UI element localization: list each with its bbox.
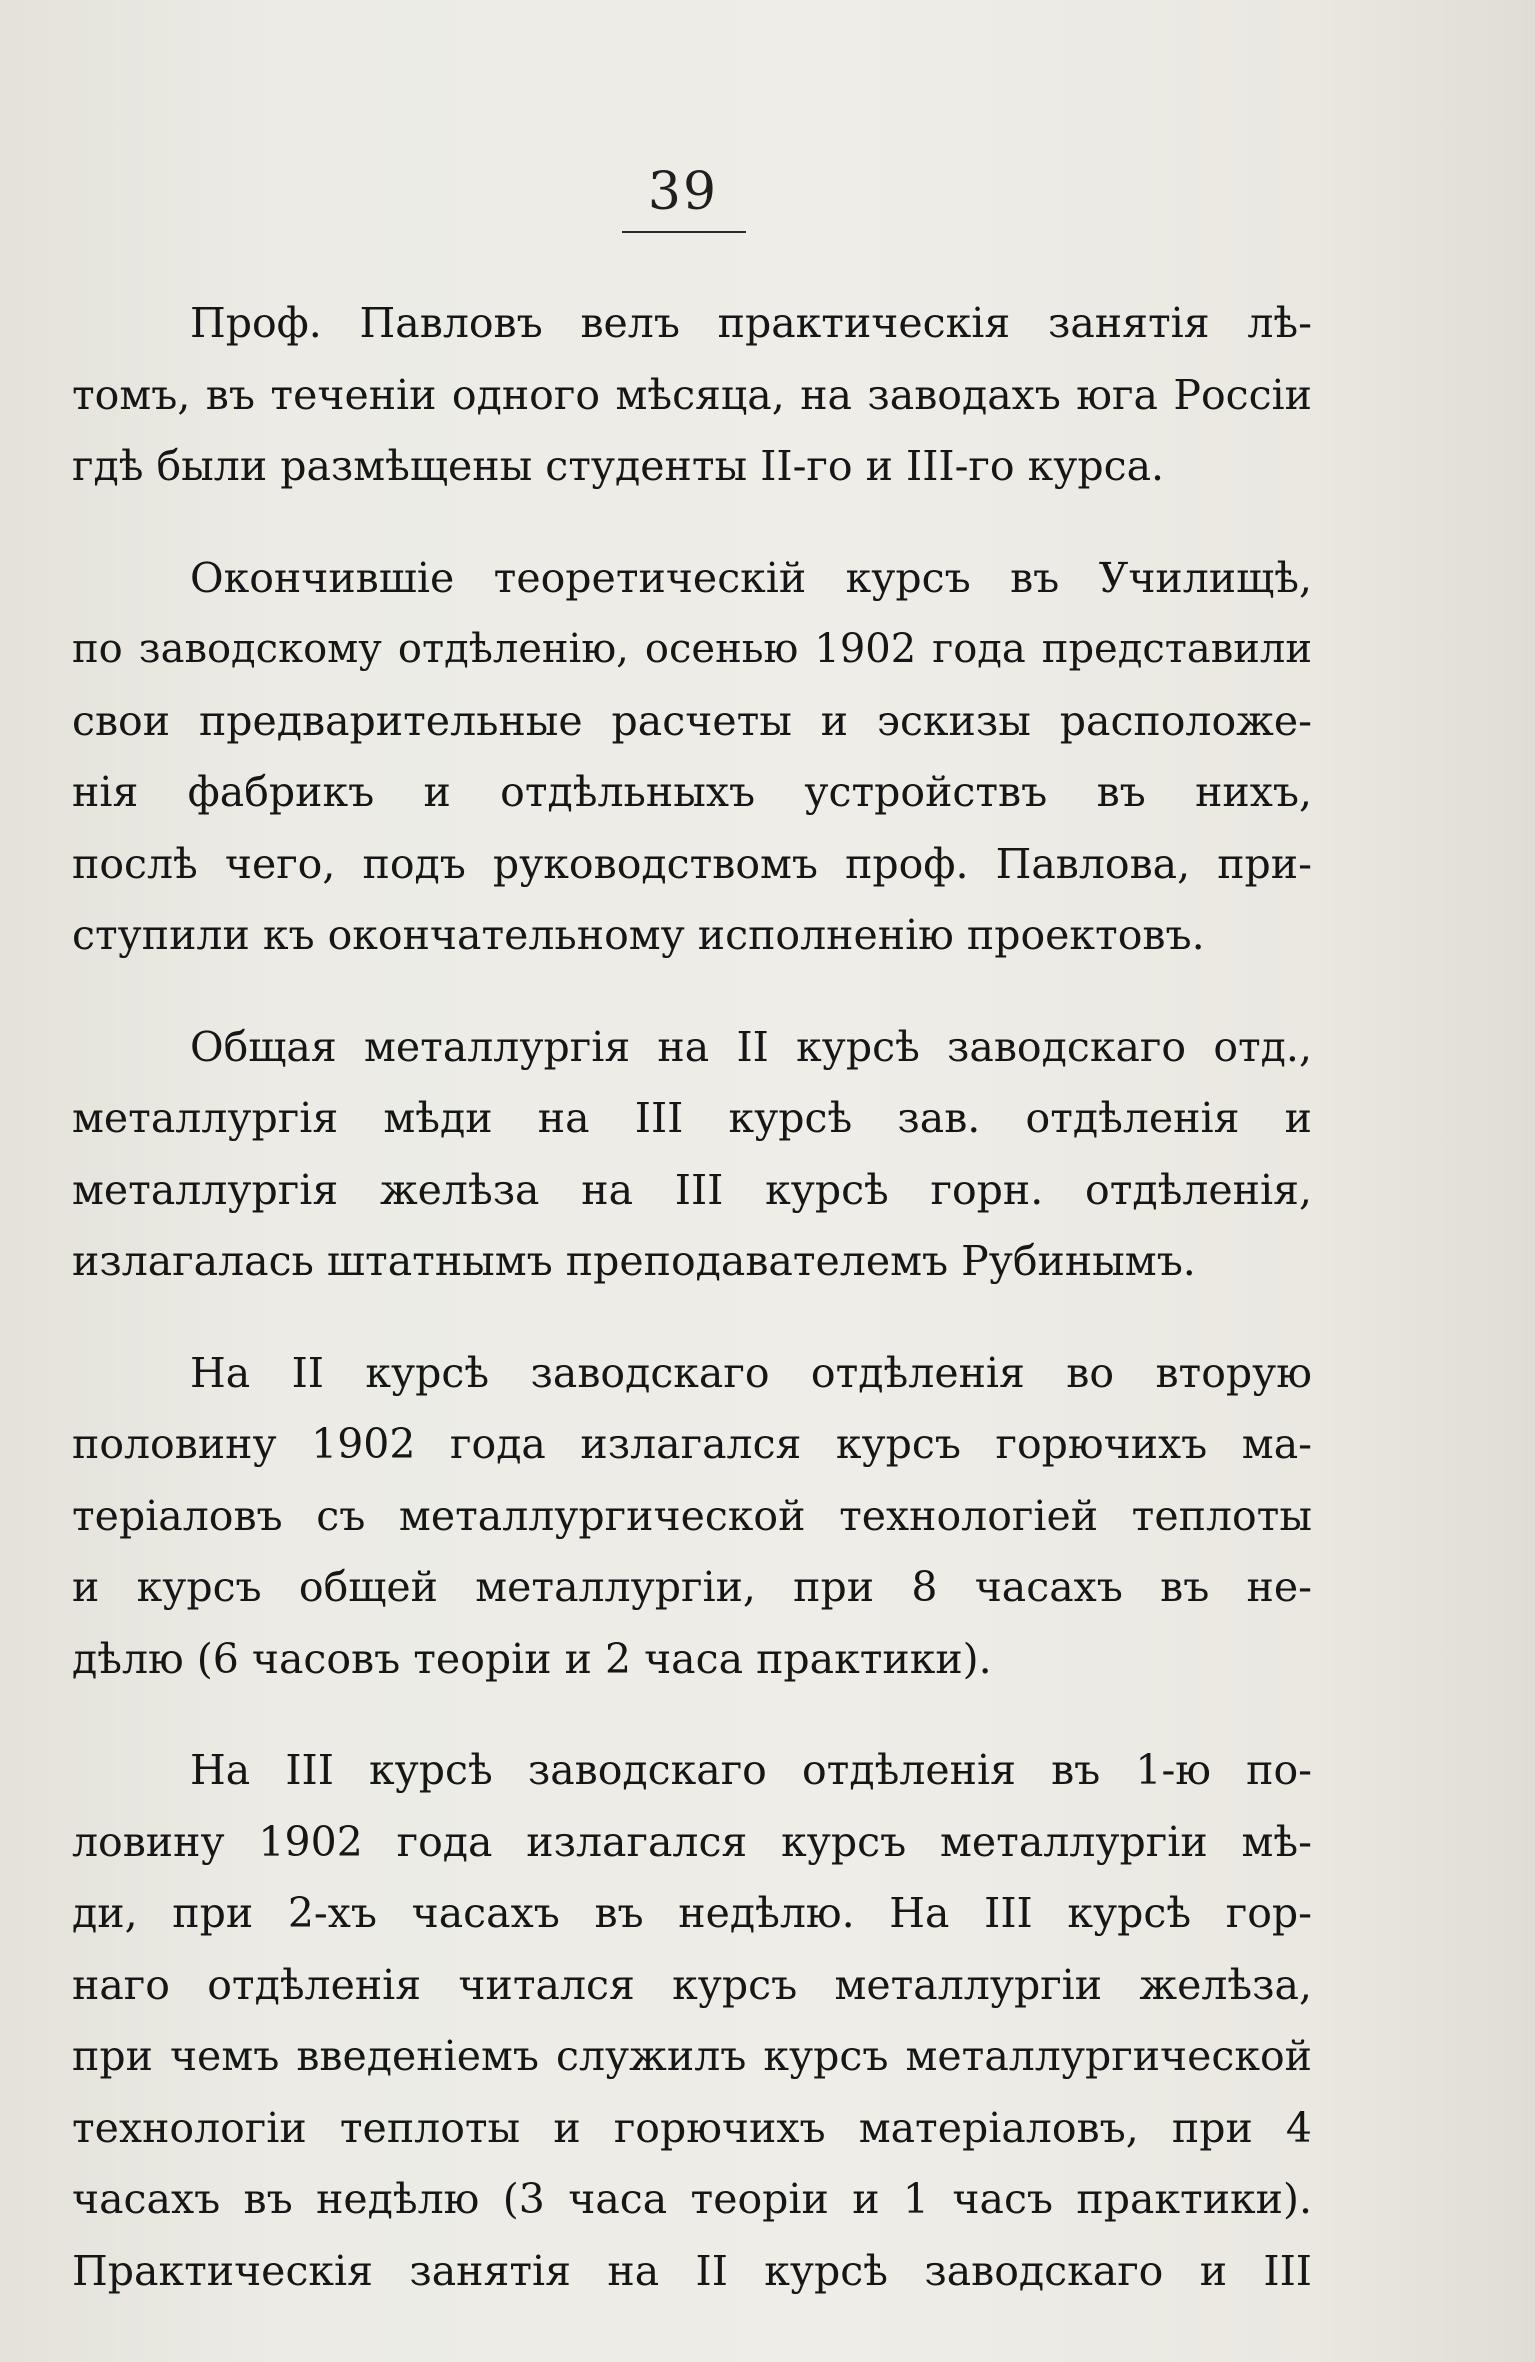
text-line: при чемъ введеніемъ служилъ курсъ металлургической [72, 2032, 1312, 2080]
text-line: нія фабрикъ и отдѣльныхъ устройствъ въ нихъ, [72, 768, 1312, 816]
text-line: металлургія мѣди на III курсѣ зав. отдѣленія и [72, 1094, 1312, 1142]
page-number-rule [622, 231, 746, 233]
text-line: излагалась штатнымъ преподавателемъ Рубинымъ. [72, 1237, 1196, 1285]
paragraph-3 [72, 1012, 1312, 1298]
paragraph-4 [72, 1338, 1312, 1696]
text-line: На II курсѣ заводскаго отдѣленія во вторую [190, 1348, 1312, 1397]
text-line: послѣ чего, подъ руководствомъ проф. Павлова, при- [72, 839, 1312, 888]
text-line: по заводскому отдѣленію, осенью 1902 года представили [72, 626, 1312, 672]
text-line: Окончившіе теоретическій курсъ въ Училищѣ, [190, 553, 1312, 602]
body-text [72, 288, 1312, 2347]
text-line: технологіи теплоты и горючихъ матеріаловъ, при 4 [72, 2103, 1312, 2152]
text-line: Практическія занятія на II курсѣ заводскаго и III [72, 2246, 1312, 2295]
text-line: теріаловъ съ металлургической технологіей теплоты [72, 1491, 1312, 1540]
page-number: 39 [647, 162, 719, 222]
text-line: гдѣ были размѣщены студенты II-го и III-го курса. [72, 442, 1165, 490]
text-line: ди, при 2-хъ часахъ въ недѣлю. На III курсѣ гор- [72, 1889, 1312, 1937]
text-line: томъ, въ теченіи одного мѣсяца, на заводахъ юга Россіи [72, 370, 1312, 419]
paragraph-5 [72, 1735, 1312, 2307]
text-line: половину 1902 года излагался курсъ горючихъ ма- [72, 1420, 1312, 1468]
paragraph-2 [72, 543, 1312, 972]
text-line: свои предварительные расчеты и эскизы расположе- [72, 696, 1312, 745]
text-line: и курсъ общей металлургіи, при 8 часахъ въ не- [72, 1563, 1312, 1611]
text-line: наго отдѣленія читался курсъ металлургіи желѣза, [72, 1960, 1312, 2009]
text-line: дѣлю (6 часовъ теоріи и 2 часа практики). [72, 1634, 992, 1683]
text-line: ступили къ окончательному исполненію проектовъ. [72, 911, 1205, 959]
paragraph-1 [72, 288, 1312, 503]
text-line: металлургія желѣза на III курсѣ горн. отдѣленія, [72, 1165, 1312, 1214]
text-line: Общая металлургія на II курсѣ заводскаго отд., [190, 1022, 1312, 1071]
text-line: На III курсѣ заводскаго отдѣленія въ 1-ю по- [190, 1746, 1312, 1794]
text-line: часахъ въ недѣлю (3 часа теоріи и 1 часъ практики). [72, 2175, 1312, 2223]
text-line: Проф. Павловъ велъ практическія занятія лѣ- [190, 299, 1312, 347]
text-line: ловину 1902 года излагался курсъ металлургіи мѣ- [72, 1817, 1312, 1866]
